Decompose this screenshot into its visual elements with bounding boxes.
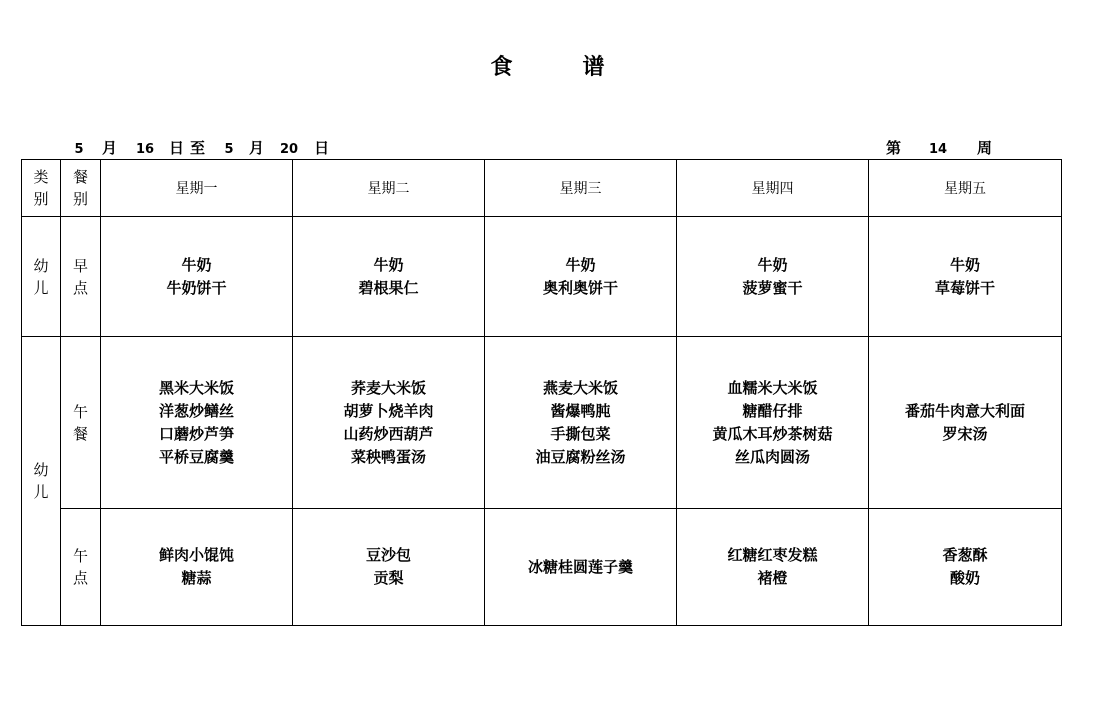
dish-cell: 番茄牛肉意大利面 罗宋汤: [869, 337, 1062, 509]
dish-cell: 荞麦大米饭 胡萝卜烧羊肉 山药炒西葫芦 菜秧鸭蛋汤: [293, 337, 485, 509]
day-header-thu: 星期四: [677, 160, 869, 217]
category-cell: 幼 儿: [22, 337, 61, 626]
day-header-wed: 星期三: [485, 160, 677, 217]
category-header: 类 别: [22, 160, 61, 217]
day-header-fri: 星期五: [869, 160, 1062, 217]
week-number: [886, 137, 992, 160]
day-label: 日: [169, 139, 185, 157]
lunch-row: [22, 337, 1062, 509]
menu-table: [21, 159, 1062, 626]
end-day: 20: [266, 141, 312, 160]
start-day: 16: [123, 141, 167, 160]
dish-cell: 冰糖桂圆莲子羹: [485, 509, 677, 626]
dish-cell: 牛奶 奥利奥饼干: [485, 217, 677, 337]
dish-cell: 香葱酥 酸奶: [869, 509, 1062, 626]
dish-cell: 红糖红枣发糕 褚橙: [677, 509, 869, 626]
day-header-tue: 星期二: [293, 160, 485, 217]
title-char-2: 谱: [582, 55, 605, 80]
week-suffix: 周: [977, 139, 993, 157]
end-day-label: 日: [314, 139, 330, 157]
meal-cell: 早 点: [61, 217, 101, 337]
dish-cell: 血糯米大米饭 糖醋仔排 黄瓜木耳炒茶树菇 丝瓜肉圆汤: [677, 337, 869, 509]
meal-header: 餐 别: [61, 160, 101, 217]
snack-row: [22, 509, 1062, 626]
start-month: 5: [62, 141, 96, 160]
dish-cell: 燕麦大米饭 酱爆鸭肫 手撕包菜 油豆腐粉丝汤: [485, 337, 677, 509]
date-range: [62, 137, 329, 160]
end-month-label: 月: [249, 139, 265, 157]
title-char-1: 食: [490, 55, 513, 80]
breakfast-row: [22, 217, 1062, 337]
end-month: 5: [211, 141, 247, 160]
dish-cell: 豆沙包 贡梨: [293, 509, 485, 626]
month-label: 月: [102, 139, 118, 157]
category-cell: 幼 儿: [22, 217, 61, 337]
dish-cell: 牛奶 牛奶饼干: [101, 217, 293, 337]
dish-cell: 鲜肉小馄饨 糖蒜: [101, 509, 293, 626]
page-title: [0, 50, 1095, 81]
day-header-mon: 星期一: [101, 160, 293, 217]
meal-cell: 午 餐: [61, 337, 101, 509]
week-value: 14: [915, 141, 961, 160]
header-row: [22, 160, 1062, 217]
dish-cell: 黑米大米饭 洋葱炒鳝丝 口蘑炒芦笋 平桥豆腐羹: [101, 337, 293, 509]
dish-cell: 牛奶 菠萝蜜干: [677, 217, 869, 337]
dish-cell: 牛奶 草莓饼干: [869, 217, 1062, 337]
meal-cell: 午 点: [61, 509, 101, 626]
week-prefix: 第: [886, 139, 902, 157]
dish-cell: 牛奶 碧根果仁: [293, 217, 485, 337]
to-label: 至: [190, 139, 206, 157]
